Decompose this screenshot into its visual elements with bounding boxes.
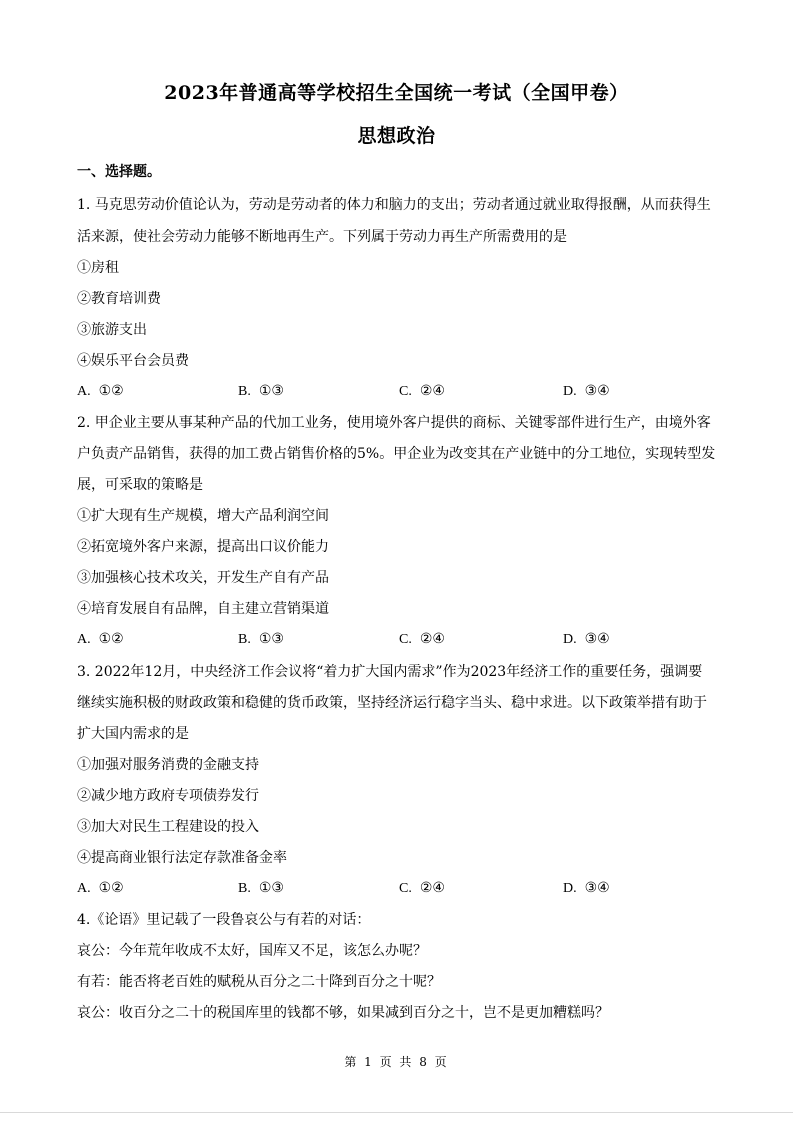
question-1-options [77, 383, 717, 401]
option-c: C. ②④ [399, 384, 445, 399]
question-3-options [77, 880, 717, 898]
question-3-item-2: ②减少地方政府专项债券发行 [77, 788, 259, 804]
question-3-line-1: 3. 2022年12月，中央经济工作会议将“着力扩大国内需求”作为2023年经济工作的重要任务，强调要 [77, 664, 703, 680]
question-3-item-3: ③加大对民生工程建设的投入 [77, 819, 259, 835]
question-1-item-3: ③旅游支出 [77, 322, 147, 338]
question-2-line-2: 户负责产品销售，获得的加工费占销售价格的5%。甲企业为改变其在产业链中的分工地位，实现转型发 [77, 446, 716, 462]
question-2-item-4: ④培育发展自有品牌，自主建立营销渠道 [77, 601, 329, 617]
subject-title: 思想政治 [357, 125, 436, 147]
question-2-options [77, 631, 717, 649]
option-d: D. ③④ [563, 881, 610, 896]
question-3-line-2: 继续实施积极的财政政策和稳健的货币政策，坚持经济运行稳字当头、稳中求进。以下政策举措有助于 [77, 695, 707, 711]
section-heading: 一、选择题。 [77, 164, 161, 180]
question-1-line-2: 活来源，使社会劳动力能够不断地再生产。下列属于劳动力再生产所需费用的是 [77, 229, 567, 245]
option-a: A. ①② [77, 384, 124, 399]
option-c: C. ②④ [399, 881, 445, 896]
question-2-line-3: 展，可采取的策略是 [77, 477, 203, 493]
option-b: B. ①③ [238, 881, 284, 896]
option-a: A. ①② [77, 881, 124, 896]
question-2-item-1: ①扩大现有生产规模，增大产品利润空间 [77, 508, 329, 524]
question-4-line-4: 哀公：收百分之二十的税国库里的钱都不够，如果减到百分之十，岂不是更加糟糕吗？ [77, 1005, 609, 1021]
option-d: D. ③④ [563, 384, 610, 399]
question-1-item-2: ②教育培训费 [77, 291, 161, 307]
option-c: C. ②④ [399, 632, 445, 647]
question-2-item-2: ②拓宽境外客户来源，提高出口议价能力 [77, 539, 329, 555]
question-4-line-1: 4.《论语》里记载了一段鲁哀公与有若的对话： [77, 912, 371, 928]
option-a: A. ①② [77, 632, 124, 647]
question-1-line-1: 1. 马克思劳动价值论认为，劳动是劳动者的体力和脑力的支出；劳动者通过就业取得报酬，从而获得生 [77, 197, 711, 213]
question-1-item-4: ④娱乐平台会员费 [77, 353, 189, 369]
page-footer: 第 1 页 共 8 页 [344, 1055, 449, 1069]
question-2-line-1: 2. 甲企业主要从事某种产品的代加工业务，使用境外客户提供的商标、关键零部件进行生产，由境外客 [77, 415, 711, 431]
question-3-line-3: 扩大国内需求的是 [77, 726, 189, 742]
question-1-item-1: ①房租 [77, 260, 119, 276]
question-4-line-2: 哀公：今年荒年收成不太好，国库又不足，该怎么办呢？ [77, 943, 427, 959]
option-d: D. ③④ [563, 632, 610, 647]
question-3-item-1: ①加强对服务消费的金融支持 [77, 757, 259, 773]
question-4-line-3: 有若：能否将老百姓的赋税从百分之二十降到百分之十呢？ [77, 974, 441, 990]
option-b: B. ①③ [238, 384, 284, 399]
exam-title: 2023年普通高等学校招生全国统一考试（全国甲卷） [164, 82, 629, 104]
question-3-item-4: ④提高商业银行法定存款准备金率 [77, 850, 287, 866]
question-2-item-3: ③加强核心技术攻关，开发生产自有产品 [77, 570, 329, 586]
bottom-rule [0, 1112, 793, 1113]
option-b: B. ①③ [238, 632, 284, 647]
